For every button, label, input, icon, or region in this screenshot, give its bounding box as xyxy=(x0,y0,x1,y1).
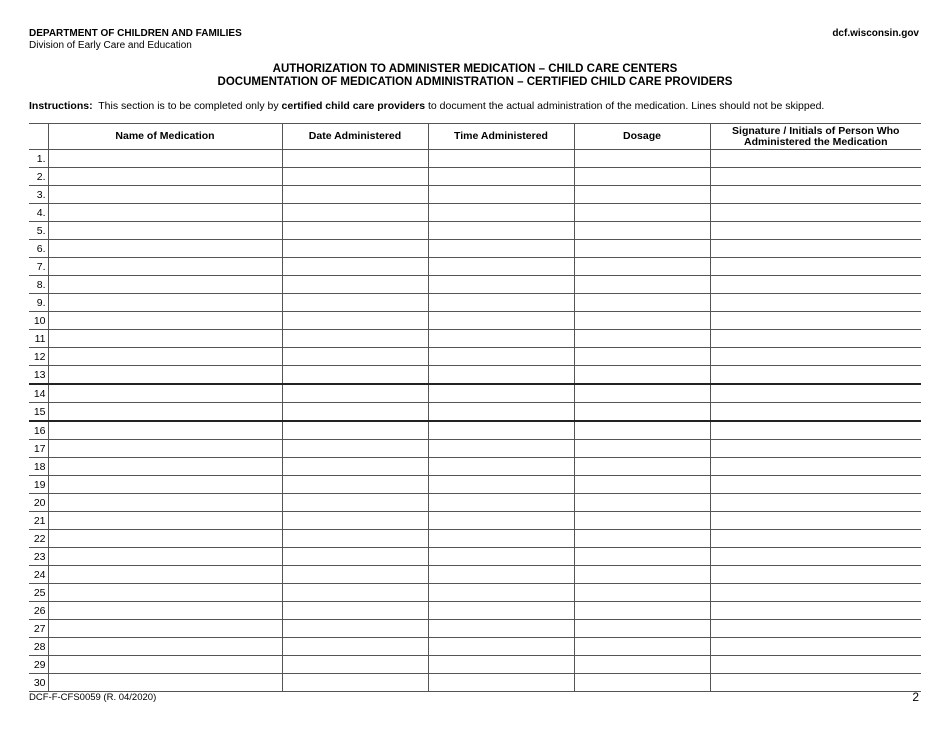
row-number: 8. xyxy=(29,276,48,294)
row-number: 15 xyxy=(29,403,48,422)
date-cell[interactable] xyxy=(282,186,428,204)
row-number: 3. xyxy=(29,186,48,204)
row-number: 20 xyxy=(29,494,48,512)
row-number: 7. xyxy=(29,258,48,276)
signature-cell[interactable] xyxy=(710,222,921,240)
medication-log-table xyxy=(29,123,921,692)
date-cell[interactable] xyxy=(282,494,428,512)
table-row xyxy=(29,204,921,222)
website-url: dcf.wisconsin.gov xyxy=(832,28,919,39)
dosage-cell[interactable] xyxy=(574,602,710,620)
table-row xyxy=(29,384,921,403)
row-number: 30 xyxy=(29,674,48,692)
signature-cell[interactable] xyxy=(710,656,921,674)
medication-cell[interactable] xyxy=(48,168,282,186)
table-row xyxy=(29,656,921,674)
medication-cell[interactable] xyxy=(48,421,282,440)
date-cell[interactable] xyxy=(282,403,428,422)
medication-cell[interactable] xyxy=(48,330,282,348)
signature-cell[interactable] xyxy=(710,258,921,276)
medication-cell[interactable] xyxy=(48,584,282,602)
dosage-cell[interactable] xyxy=(574,566,710,584)
table-row xyxy=(29,366,921,385)
signature-cell[interactable] xyxy=(710,312,921,330)
dosage-cell[interactable] xyxy=(574,403,710,422)
time-cell[interactable] xyxy=(428,458,574,476)
date-cell[interactable] xyxy=(282,150,428,168)
date-cell[interactable] xyxy=(282,584,428,602)
dosage-cell[interactable] xyxy=(574,240,710,258)
dosage-cell[interactable] xyxy=(574,620,710,638)
dosage-cell[interactable] xyxy=(574,458,710,476)
signature-cell[interactable] xyxy=(710,168,921,186)
signature-cell[interactable] xyxy=(710,204,921,222)
header-time-administered: Time Administered xyxy=(428,124,574,150)
date-cell[interactable] xyxy=(282,638,428,656)
signature-cell[interactable] xyxy=(710,548,921,566)
dosage-cell[interactable] xyxy=(574,258,710,276)
dosage-cell[interactable] xyxy=(574,384,710,403)
table-row xyxy=(29,258,921,276)
table-row xyxy=(29,512,921,530)
table-row xyxy=(29,330,921,348)
medication-cell[interactable] xyxy=(48,530,282,548)
medication-cell[interactable] xyxy=(48,566,282,584)
instructions-text-before: This section is to be completed only by xyxy=(98,100,279,112)
dosage-cell[interactable] xyxy=(574,512,710,530)
dosage-cell[interactable] xyxy=(574,186,710,204)
row-number: 6. xyxy=(29,240,48,258)
page-number: 2 xyxy=(912,690,919,704)
date-cell[interactable] xyxy=(282,458,428,476)
table-row xyxy=(29,348,921,366)
table-row xyxy=(29,222,921,240)
signature-cell[interactable] xyxy=(710,476,921,494)
time-cell[interactable] xyxy=(428,602,574,620)
medication-cell[interactable] xyxy=(48,276,282,294)
instructions-text-after: to document the actual administration of the medication. Lines should not be skipped. xyxy=(428,100,825,112)
row-number: 23 xyxy=(29,548,48,566)
dosage-cell[interactable] xyxy=(574,168,710,186)
medication-cell[interactable] xyxy=(48,204,282,222)
row-number: 19 xyxy=(29,476,48,494)
dosage-cell[interactable] xyxy=(574,330,710,348)
table-row xyxy=(29,312,921,330)
time-cell[interactable] xyxy=(428,421,574,440)
row-number: 27 xyxy=(29,620,48,638)
signature-cell[interactable] xyxy=(710,674,921,692)
dosage-cell[interactable] xyxy=(574,421,710,440)
medication-cell[interactable] xyxy=(48,150,282,168)
dosage-cell[interactable] xyxy=(574,476,710,494)
time-cell[interactable] xyxy=(428,530,574,548)
time-cell[interactable] xyxy=(428,348,574,366)
time-cell[interactable] xyxy=(428,276,574,294)
date-cell[interactable] xyxy=(282,204,428,222)
time-cell[interactable] xyxy=(428,384,574,403)
row-number: 22 xyxy=(29,530,48,548)
time-cell[interactable] xyxy=(428,294,574,312)
medication-cell[interactable] xyxy=(48,458,282,476)
division-name: Division of Early Care and Education xyxy=(29,40,192,51)
time-cell[interactable] xyxy=(428,258,574,276)
header-number xyxy=(29,124,48,150)
signature-cell[interactable] xyxy=(710,440,921,458)
medication-cell[interactable] xyxy=(48,294,282,312)
date-cell[interactable] xyxy=(282,530,428,548)
date-cell[interactable] xyxy=(282,602,428,620)
time-cell[interactable] xyxy=(428,476,574,494)
table-row xyxy=(29,566,921,584)
row-number: 12 xyxy=(29,348,48,366)
medication-cell[interactable] xyxy=(48,620,282,638)
instructions xyxy=(29,100,824,112)
row-number: 24 xyxy=(29,566,48,584)
signature-cell[interactable] xyxy=(710,366,921,385)
header-dosage: Dosage xyxy=(574,124,710,150)
date-cell[interactable] xyxy=(282,366,428,385)
table-row xyxy=(29,294,921,312)
row-number: 28 xyxy=(29,638,48,656)
table-row xyxy=(29,186,921,204)
dosage-cell[interactable] xyxy=(574,204,710,222)
header-date-administered: Date Administered xyxy=(282,124,428,150)
medication-cell[interactable] xyxy=(48,440,282,458)
header-signature: Signature / Initials of Person Who Administered the Medication xyxy=(710,124,921,150)
table-row xyxy=(29,584,921,602)
dosage-cell[interactable] xyxy=(574,656,710,674)
signature-cell[interactable] xyxy=(710,620,921,638)
form-title: AUTHORIZATION TO ADMINISTER MEDICATION – CHILD CARE CENTERS xyxy=(272,63,678,75)
time-cell[interactable] xyxy=(428,403,574,422)
row-number: 5. xyxy=(29,222,48,240)
table-row xyxy=(29,674,921,692)
date-cell[interactable] xyxy=(282,421,428,440)
signature-cell[interactable] xyxy=(710,403,921,422)
date-cell[interactable] xyxy=(282,656,428,674)
date-cell[interactable] xyxy=(282,330,428,348)
date-cell[interactable] xyxy=(282,548,428,566)
dosage-cell[interactable] xyxy=(574,548,710,566)
signature-cell[interactable] xyxy=(710,348,921,366)
signature-cell[interactable] xyxy=(710,384,921,403)
row-number: 10 xyxy=(29,312,48,330)
row-number: 1. xyxy=(29,150,48,168)
medication-cell[interactable] xyxy=(48,512,282,530)
date-cell[interactable] xyxy=(282,440,428,458)
signature-cell[interactable] xyxy=(710,186,921,204)
date-cell[interactable] xyxy=(282,476,428,494)
time-cell[interactable] xyxy=(428,494,574,512)
signature-cell[interactable] xyxy=(710,584,921,602)
signature-cell[interactable] xyxy=(710,458,921,476)
medication-cell[interactable] xyxy=(48,366,282,385)
medication-cell[interactable] xyxy=(48,240,282,258)
time-cell[interactable] xyxy=(428,330,574,348)
row-number: 2. xyxy=(29,168,48,186)
signature-cell[interactable] xyxy=(710,240,921,258)
dosage-cell[interactable] xyxy=(574,312,710,330)
table-row xyxy=(29,494,921,512)
header-medication-name: Name of Medication xyxy=(48,124,282,150)
time-cell[interactable] xyxy=(428,548,574,566)
signature-cell[interactable] xyxy=(710,530,921,548)
table-row xyxy=(29,240,921,258)
instructions-label: Instructions: xyxy=(29,100,93,112)
signature-cell[interactable] xyxy=(710,566,921,584)
dosage-cell[interactable] xyxy=(574,366,710,385)
medication-cell[interactable] xyxy=(48,674,282,692)
table-row xyxy=(29,548,921,566)
dosage-cell[interactable] xyxy=(574,348,710,366)
row-number: 26 xyxy=(29,602,48,620)
dosage-cell[interactable] xyxy=(574,276,710,294)
time-cell[interactable] xyxy=(428,674,574,692)
time-cell[interactable] xyxy=(428,186,574,204)
time-cell[interactable] xyxy=(428,240,574,258)
date-cell[interactable] xyxy=(282,312,428,330)
signature-cell[interactable] xyxy=(710,602,921,620)
row-number: 18 xyxy=(29,458,48,476)
row-number: 21 xyxy=(29,512,48,530)
time-cell[interactable] xyxy=(428,512,574,530)
date-cell[interactable] xyxy=(282,348,428,366)
table-row xyxy=(29,458,921,476)
table-row xyxy=(29,421,921,440)
row-number: 4. xyxy=(29,204,48,222)
medication-cell[interactable] xyxy=(48,258,282,276)
dosage-cell[interactable] xyxy=(574,222,710,240)
dosage-cell[interactable] xyxy=(574,674,710,692)
dosage-cell[interactable] xyxy=(574,584,710,602)
time-cell[interactable] xyxy=(428,204,574,222)
table-row xyxy=(29,620,921,638)
date-cell[interactable] xyxy=(282,674,428,692)
time-cell[interactable] xyxy=(428,366,574,385)
time-cell[interactable] xyxy=(428,150,574,168)
medication-cell[interactable] xyxy=(48,494,282,512)
medication-cell[interactable] xyxy=(48,656,282,674)
row-number: 14 xyxy=(29,384,48,403)
date-cell[interactable] xyxy=(282,276,428,294)
signature-cell[interactable] xyxy=(710,276,921,294)
table-body xyxy=(29,150,921,692)
signature-cell[interactable] xyxy=(710,330,921,348)
row-number: 16 xyxy=(29,421,48,440)
medication-cell[interactable] xyxy=(48,602,282,620)
date-cell[interactable] xyxy=(282,168,428,186)
signature-cell[interactable] xyxy=(710,494,921,512)
medication-cell[interactable] xyxy=(48,403,282,422)
table-row xyxy=(29,638,921,656)
medication-cell[interactable] xyxy=(48,476,282,494)
table-row xyxy=(29,530,921,548)
row-number: 9. xyxy=(29,294,48,312)
time-cell[interactable] xyxy=(428,620,574,638)
medication-cell[interactable] xyxy=(48,222,282,240)
date-cell[interactable] xyxy=(282,258,428,276)
date-cell[interactable] xyxy=(282,222,428,240)
row-number: 13 xyxy=(29,366,48,385)
dosage-cell[interactable] xyxy=(574,150,710,168)
medication-cell[interactable] xyxy=(48,312,282,330)
date-cell[interactable] xyxy=(282,512,428,530)
time-cell[interactable] xyxy=(428,168,574,186)
signature-cell[interactable] xyxy=(710,638,921,656)
signature-cell[interactable] xyxy=(710,512,921,530)
signature-cell[interactable] xyxy=(710,294,921,312)
dosage-cell[interactable] xyxy=(574,530,710,548)
medication-cell[interactable] xyxy=(48,548,282,566)
time-cell[interactable] xyxy=(428,638,574,656)
signature-cell[interactable] xyxy=(710,421,921,440)
table-header-row xyxy=(29,124,921,150)
date-cell[interactable] xyxy=(282,240,428,258)
medication-cell[interactable] xyxy=(48,638,282,656)
table-row xyxy=(29,150,921,168)
date-cell[interactable] xyxy=(282,620,428,638)
table-row xyxy=(29,440,921,458)
medication-cell[interactable] xyxy=(48,348,282,366)
row-number: 11 xyxy=(29,330,48,348)
table-row xyxy=(29,168,921,186)
instructions-emphasis: certified child care providers xyxy=(281,100,426,112)
dosage-cell[interactable] xyxy=(574,638,710,656)
row-number: 29 xyxy=(29,656,48,674)
dosage-cell[interactable] xyxy=(574,294,710,312)
agency-header xyxy=(29,28,242,52)
table-row xyxy=(29,276,921,294)
row-number: 25 xyxy=(29,584,48,602)
time-cell[interactable] xyxy=(428,222,574,240)
department-name: DEPARTMENT OF CHILDREN AND FAMILIES xyxy=(29,28,242,39)
table-row xyxy=(29,602,921,620)
time-cell[interactable] xyxy=(428,566,574,584)
date-cell[interactable] xyxy=(282,294,428,312)
date-cell[interactable] xyxy=(282,384,428,403)
table-row xyxy=(29,403,921,422)
time-cell[interactable] xyxy=(428,312,574,330)
row-number: 17 xyxy=(29,440,48,458)
form-subtitle: DOCUMENTATION OF MEDICATION ADMINISTRATION – CERTIFIED CHILD CARE PROVIDERS xyxy=(217,76,733,88)
time-cell[interactable] xyxy=(428,440,574,458)
dosage-cell[interactable] xyxy=(574,494,710,512)
time-cell[interactable] xyxy=(428,584,574,602)
form-id: DCF-F-CFS0059 (R. 04/2020) xyxy=(29,692,157,703)
dosage-cell[interactable] xyxy=(574,440,710,458)
time-cell[interactable] xyxy=(428,656,574,674)
table-row xyxy=(29,476,921,494)
date-cell[interactable] xyxy=(282,566,428,584)
medication-cell[interactable] xyxy=(48,186,282,204)
signature-cell[interactable] xyxy=(710,150,921,168)
medication-cell[interactable] xyxy=(48,384,282,403)
